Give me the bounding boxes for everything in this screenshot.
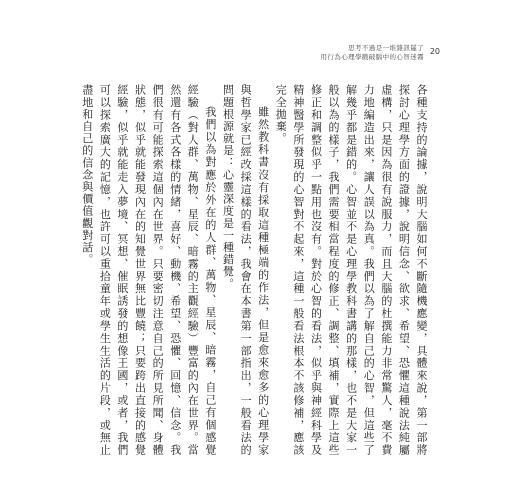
page-number: 20 (429, 47, 440, 56)
vertical-text-block (68, 84, 430, 456)
running-head-title: 思考不過是一堆雜訊罷了 (348, 44, 424, 52)
paragraph-3: 我們以為對應於外在的人群、萬物、星辰、暗霧，自己有個感覺經驗（對人群、萬物、星辰、暗霧的主觀經驗）豐富的內在世界。當然還有各式各樣的情緒，喜好、動機、希望、恐懼、回憶、信念。我們很有可能探索這個內在世界。只要密切注意自己的所見所聞、身體狀態，似乎就能發現內在的知覺世界無比豐饒；只要跨出直接的感覺經驗，似乎就能走入夢境、冥想、催眠誘發的想像王國，或者，我們可以探索廣大的記憶，也許可以重拾童年或學生生活的片段，或無止盡地和自己的信念與價值觀對話。 (80, 84, 217, 456)
running-head-subtitle: 用行為心理學戳破腦中的心智迷霧 (320, 53, 424, 61)
paragraph-1: 各種支持的論據，說明大腦如何不斷隨機應變，具體來說，第一部將探討心理學方面的證據，說明信念、欲求、希望、恐懼這種說法純屬虛構，只是因為很有說服力，而且大腦的杜撰能力非常驚人，毫不費力地編造出來，讓人誤以為真。我們以為了解自己的心智，但這些了解幾乎都是錯的。心智並不是心理學教科書講的那樣，也不是大家一般以為的樣子，我們需要相當程度的修正、調整、填補，實際上這些修正和調整似乎一點用也沒有。對於心智的看法，似乎與神經科學及精神醫學所發現的心智對不起來，這種一般看法根本不該修補，應該完全拋棄。 (274, 84, 428, 456)
running-head (321, 44, 425, 62)
paragraph-2: 雖然教科書沒有採取這種極端的作法，但是愈來愈多的心理學家與哲學家已經改採這樣的看法，我會在本書第一部指出，一般看法的問題根源就是：心靈深度是一種錯覺。 (221, 84, 270, 456)
